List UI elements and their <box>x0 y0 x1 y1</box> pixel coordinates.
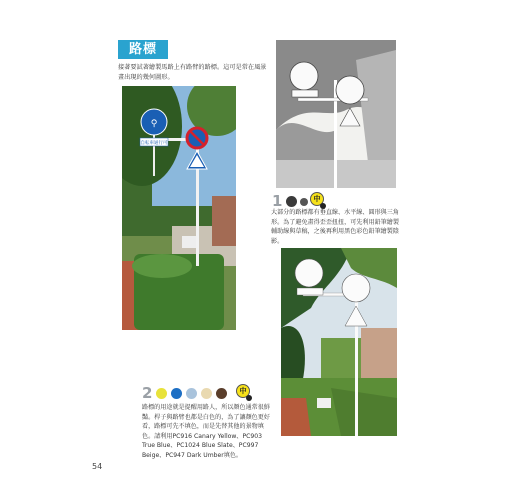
step2-number: 2 <box>142 384 153 402</box>
svg-text:⚲: ⚲ <box>150 119 158 129</box>
step2-color-swatch <box>216 388 227 399</box>
photo-sign-label: 自転車通行可 <box>140 141 168 146</box>
step2-color-swatch <box>186 388 197 399</box>
step2-pencil-icon <box>246 395 252 401</box>
step2-color-swatch <box>171 388 182 399</box>
intro-text: 接著要試著繪製馬路上有路臂的路標。這可是常在風景畫出現的幾何圖形。 <box>118 64 267 81</box>
pencil-sketch <box>276 40 396 188</box>
photo-illustration <box>122 86 236 330</box>
step1-number: 1 <box>272 192 283 210</box>
step1-color-swatch <box>286 196 297 207</box>
step1-sketch-image <box>276 40 396 188</box>
step2-text: 路標的用途就是提醒用路人，所以顏色通常很鮮豔。桿子與路臂也都是白色的，為了讓顏色更好看，路標可先不填色，而是先替其他的景物填色。請利用PC916 Canary Yellow、PC903 True Blue、PC1024 Blue Slate、PC997 Beige、PC947 Dark Umber填色。 <box>142 404 270 459</box>
step1-color-swatch <box>300 198 308 206</box>
step2-badge: 中 <box>236 384 250 398</box>
section-title: 路標 <box>118 40 168 59</box>
step1-badge: 中 <box>310 192 324 206</box>
street-sign-photo <box>122 86 236 330</box>
color-pencil-drawing <box>281 248 397 436</box>
step1-text: 大部分的路標都有垂直線、水平線、圓形與三角形。為了避免畫得歪歪扭扭，可先利用鉛筆繪製輔助線與草稿，之後再利用黑色彩色鉛筆繪製陰影。 <box>271 209 399 245</box>
step2-colored-image <box>281 248 397 436</box>
step2-color-swatch <box>201 388 212 399</box>
step2-color-swatch <box>156 388 167 399</box>
page-number: 54 <box>92 462 103 471</box>
